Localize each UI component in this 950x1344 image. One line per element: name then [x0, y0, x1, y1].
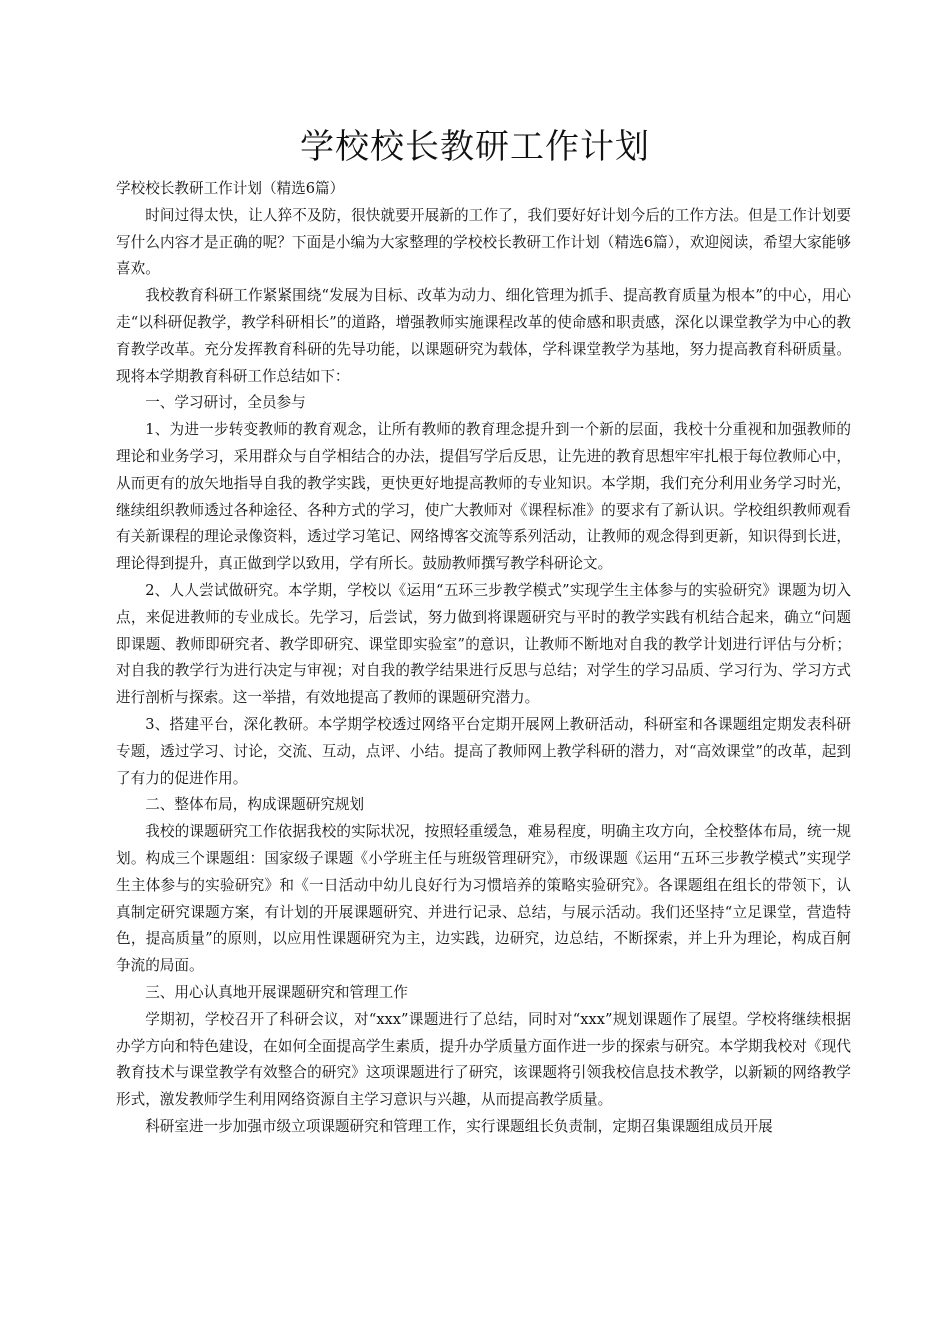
paragraph-intro: 时间过得太快，让人猝不及防，很快就要开展新的工作了，我们要好好计划今后的工作方法。但是工作计划要写什么内容才是正确的呢？下面是小编为大家整理的学校校长教研工作计划（精选6篇），欢迎阅读，希望大家能够喜欢。	[116, 206, 851, 278]
paragraph-1-2: 2、人人尝试做研究。本学期，学校以《运用“五环三步教学模式”实现学生主体参与的实验研究》课题为切入点，来促进教师的专业成长。先学习，后尝试，努力做到将课题研究与平时的教学实践有机结合起来，确立“问题即课题、教师即研究者、教学即研究、课堂即实验室”的意识，让教师不断地对自我的教学计划进行评估与分析；对自我的教学行为进行决定与审视；对自我的教学结果进行反思与总结；对学生的学习品质、学习行为、学习方式进行剖析与探索。这一举措，有效地提高了教师的课题研究潜力。	[116, 581, 851, 707]
paragraph-1-3: 3、搭建平台，深化教研。本学期学校透过网络平台定期开展网上教研活动，科研室和各课题组定期发表科研专题，透过学习、讨论，交流、互动，点评、小结。提高了教师网上教学科研的潜力，对“高效课堂”的改革，起到了有力的促进作用。	[116, 715, 851, 787]
paragraph-2-1: 我校的课题研究工作依据我校的实际状况，按照轻重缓急，难易程度，明确主攻方向，全校整体布局，统一规划。构成三个课题组：国家级子课题《小学班主任与班级管理研究》，市级课题《运用“五环三步教学模式”实现学生主体参与的实验研究》和《一日活动中幼儿良好行为习惯培养的策略实验研究》。各课题组在组长的带领下，认真制定研究课题方案，有计划的开展课题研究、并进行记录、总结，与展示活动。我们还坚持“立足课堂，营造特色，提高质量”的原则，以应用性课题研究为主，边实践，边研究，边总结，不断探索，并上升为理论，构成百舸争流的局面。	[116, 823, 851, 975]
paragraph-overview: 我校教育科研工作紧紧围绕“发展为目标、改革为动力、细化管理为抓手、提高教育质量为根本”的中心，用心走“以科研促教学，教学科研相长”的道路，增强教师实施课程改革的使命感和职责感，深化以课堂教学为中心的教育教学改革。充分发挥教育科研的先导功能，以课题研究为载体，学科课堂教学为基地，努力提高教育科研质量。现将本学期教育科研工作总结如下：	[116, 287, 851, 385]
document-title: 学校校长教研工作计划	[300, 126, 650, 167]
section-heading-3: 三、用心认真地开展课题研究和管理工作	[145, 983, 408, 1001]
document-body	[116, 176, 851, 1141]
document-subtitle: 学校校长教研工作计划（精选6篇）	[116, 180, 345, 197]
paragraph-3-1: 学期初，学校召开了科研会议，对“xxx”课题进行了总结，同时对“xxx”规划课题作了展望。学校将继续根据办学方向和特色建设，在如何全面提高学生素质，提升办学质量方面作进一步的探索与研究。本学期我校对《现代教育技术与课堂教学有效整合的研究》这项课题进行了研究，该课题将引领我校信息技术教学，以新颖的网络教学形式，激发教师学生利用网络资源自主学习意识与兴趣，从而提高教学质量。	[116, 1010, 851, 1109]
section-heading-2: 二、整体布局，构成课题研究规划	[145, 796, 365, 814]
section-heading-1: 一、学习研讨，全员参与	[145, 394, 306, 412]
paragraph-3-2: 科研室进一步加强市级立项课题研究和管理工作，实行课题组长负责制，定期召集课题组成员开展	[145, 1117, 773, 1135]
paragraph-1-1: 1、为进一步转变教师的教育观念，让所有教师的教育理念提升到一个新的层面，我校十分重视和加强教师的理论和业务学习，采用群众与自学相结合的办法，提倡写学后反思，让先进的教育思想牢牢扎根于每位教师心中，从而更有的放矢地指导自我的教学实践，更快更好地提高教师的专业知识。本学期，我们充分利用业务学习时光，继续组织教师透过各种途径、各种方式的学习，使广大教师对《课程标准》的要求有了新认识。学校组织教师观看有关新课程的理论录像资料，透过学习笔记、网络博客交流等系列活动，让教师的观念得到更新，知识得到长进，理论得到提升，真正做到学以致用，学有所长。鼓励教师撰写教学科研论文。	[116, 421, 851, 573]
